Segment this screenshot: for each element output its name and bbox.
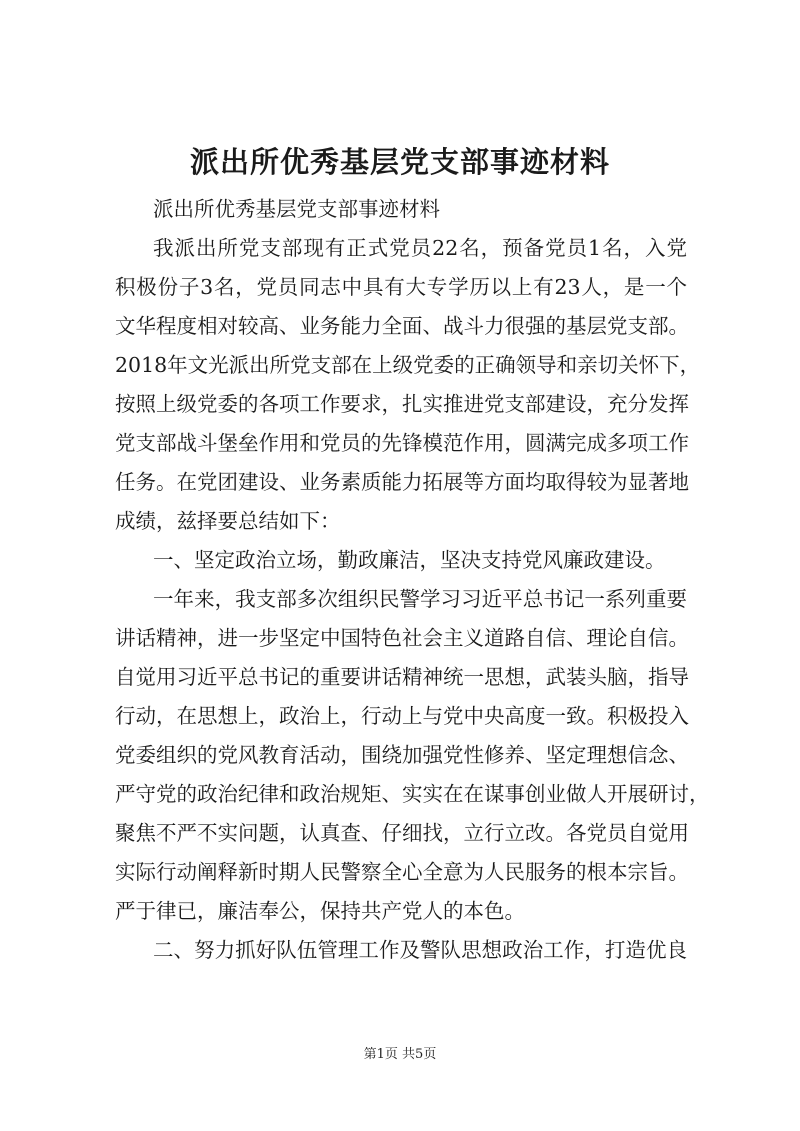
text-line: 二、努力抓好队伍管理工作及警队思想政治工作，打造优良: [153, 938, 687, 962]
text-line: 一、坚定政治立场，勤政廉洁，坚决支持党风廉政建设。: [153, 548, 666, 572]
text-line: 文华程度相对较高、业务能力全面、战斗力很强的基层党支部。: [115, 314, 689, 338]
page-footer: 第1页 共5页: [363, 1047, 437, 1062]
text-line: 讲话精神，进一步坚定中国特色社会主义道路自信、理论自信。: [115, 626, 689, 650]
text-line: 我派出所党支部现有正式党员22名，预备党员1名，入党: [153, 236, 687, 260]
text-line: 按照上级党委的各项工作要求，扎实推进党支部建设，充分发挥: [115, 392, 689, 416]
text-line: 派出所优秀基层党支部事迹材料: [153, 197, 440, 221]
document-body: [115, 190, 710, 970]
text-line: 一年来，我支部多次组织民警学习习近平总书记一系列重要: [153, 587, 687, 611]
text-line: 行动，在思想上，政治上，行动上与党中央高度一致。积极投入: [115, 704, 689, 728]
text-line: 党支部战斗堡垒作用和党员的先锋模范作用，圆满完成多项工作: [115, 431, 689, 455]
text-line: 积极份子3名，党员同志中具有大专学历以上有23人，是一个: [115, 275, 687, 299]
text-line: 成绩，兹择要总结如下：: [115, 509, 341, 533]
text-line: 实际行动阐释新时期人民警察全心全意为人民服务的根本宗旨。: [115, 860, 689, 884]
text-line: 任务。在党团建设、业务素质能力拓展等方面均取得较为显著地: [115, 470, 689, 494]
text-line: 自觉用习近平总书记的重要讲话精神统一思想，武装头脑，指导: [115, 665, 689, 689]
text-line: 严于律已，廉洁奉公，保持共产党人的本色。: [115, 899, 525, 923]
text-line: 2018年文光派出所党支部在上级党委的正确领导和亲切关怀下，: [115, 353, 701, 377]
text-line: 党委组织的党风教育活动，围绕加强党性修养、坚定理想信念、: [115, 743, 689, 767]
document-title: 派出所优秀基层党支部事迹材料: [189, 145, 610, 179]
text-line: 严守党的政治纪律和政治规矩、实实在在谋事创业做人开展研讨，: [115, 782, 710, 806]
text-line: 聚焦不严不实问题，认真查、仔细找，立行立改。各党员自觉用: [115, 821, 689, 845]
